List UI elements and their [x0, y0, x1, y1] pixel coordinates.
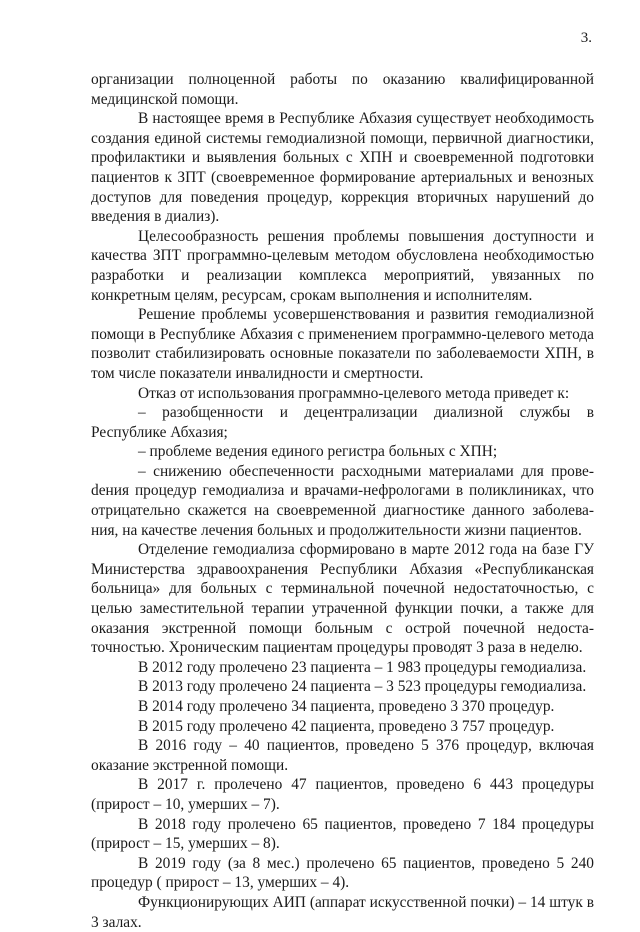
document-body	[91, 70, 594, 932]
list-item: – разобщенности и децентрализации диализной службы в Республике Абхазия;	[91, 404, 594, 441]
stat-line: В 2019 году (за 8 мес.) пролечено 65 пациентов, проведено 5 240 процедур ( прирост – 13, умерших – 4).	[91, 854, 594, 892]
paragraph: Функционирующих АИП (аппарат искусственной почки) – 14 штук в 3 залах.	[91, 893, 594, 931]
stat-line: В 2013 году пролечено 24 пациента – 3 523 процедуры гемодиализа.	[138, 678, 587, 696]
list-item: – проблеме ведения единого регистра больных с ХПН;	[138, 443, 498, 461]
stat-line: В 2017 г. пролечено 47 пациентов, проведено 6 443 процедуры (прирост – 10, умерших – 7).	[91, 776, 594, 813]
stat-line: В 2016 году – 40 пациентов, проведено 5 376 процедур, включая оказание экстренной помощи.	[91, 737, 594, 774]
paragraph: Решение проблемы усовершенствования и развития гемодиализной помощи в Республике Абхазия с применением программно-целевого метода позволит стабилизировать основные показатели по заболеваемости ХПН, в том числе показатели инвалидности и смертности.	[91, 306, 594, 382]
stat-line: В 2014 году пролечено 34 пациента, проведено 3 370 процедур.	[138, 698, 555, 715]
stat-line: В 2015 году пролечено 42 пациента, проведено 3 757 процедур.	[138, 717, 555, 735]
paragraph: Отказ от использования программно-целевого метода приведет к:	[138, 384, 570, 402]
stat-line: В 2018 году пролечено 65 пациентов, проведено 7 184 процедуры (прирост – 15, умерших – 8).	[91, 815, 594, 853]
stat-line: В 2012 году пролечено 23 пациента – 1 983 процедуры гемодиализа.	[138, 658, 587, 676]
paragraph: Отделение гемодиализа сформировано в марте 2012 года на базе ГУ Министерства здравоохранения Республики Абхазия «Республиканская больница» для больных с терминальной почечной недостаточностью, с целью заместительной терапии утраченной функции почки, а также для оказания экстренной помощи больным с острой почечной недостаточностью. Хроническим пациентам процедуры проводят 3 раза в неделю.	[91, 541, 594, 657]
paragraph: В настоящее время в Республике Абхазия существует необходимость создания единой системы гемодиализной помощи, первичной диагностики, профилактики и выявления больных с ХПН и своевременной подготовки пациентов к ЗПТ (своевременное формирование артериальных и венозных доступов для поведения процедур, коррекция вторичных нарушений до введения в диализ).	[91, 110, 594, 226]
paragraph: организации полноценной работы по оказанию квалифицированной медицинской помощи.	[91, 71, 594, 108]
list-item: – снижению обеспеченности расходными материалами для провеdения процедур гемодиализа и врачами-нефрологами в поликлиниках, что отрицательно скажется на своевременной диагностике данного заболевания, на качестве лечения больных и продолжительности жизни пациентов.	[91, 462, 594, 539]
paragraph: Целесообразность решения проблемы повышения доступности и качества ЗПТ программно-целевым методом обусловлена необходимостью разработки и реализации комплекса мероприятий, увязанных по конкретным целям, ресурсам, срокам выполнения и исполнителям.	[91, 227, 594, 304]
page-number: 3.	[580, 30, 592, 46]
